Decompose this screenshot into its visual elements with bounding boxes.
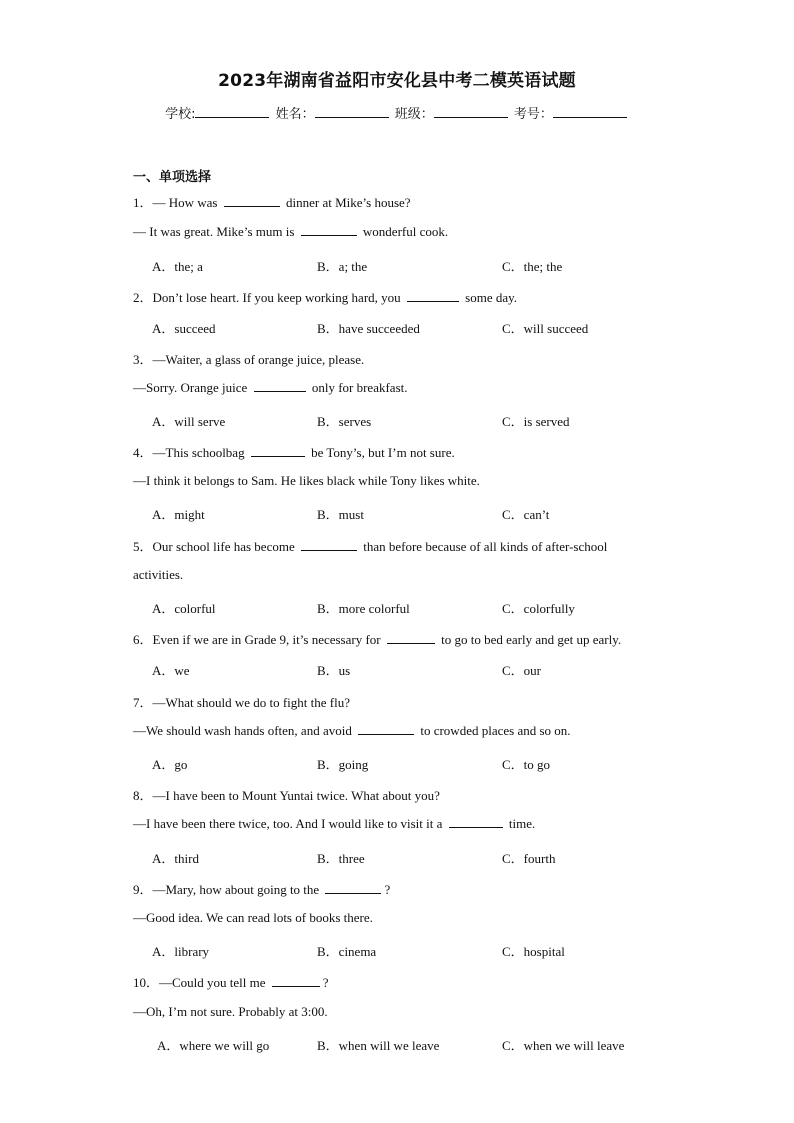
- name-field[interactable]: [276, 103, 391, 122]
- answer-blank[interactable]: [251, 445, 305, 457]
- question-10-line-1: [133, 972, 329, 991]
- question-9-line-1: [133, 879, 390, 898]
- name-label: 姓名：: [275, 107, 315, 122]
- exam-number-label: 考号：: [513, 107, 553, 122]
- question-text: 4．—This schoolbag: [133, 445, 248, 460]
- answer-blank[interactable]: [358, 723, 414, 735]
- question-10-line-2: [133, 1004, 328, 1020]
- question-7-option-b[interactable]: B．going: [317, 757, 369, 772]
- question-8-line-2: [133, 816, 535, 832]
- question-5-line-2: [133, 567, 183, 583]
- question-text: be Tony’s, but I’m not sure.: [307, 445, 455, 460]
- student-info-line: [0, 103, 794, 122]
- question-text: 2．Don’t lose heart. If you keep working hard, you: [133, 290, 404, 305]
- name-blank[interactable]: [315, 105, 389, 118]
- answer-blank[interactable]: [325, 882, 381, 894]
- question-2-option-c[interactable]: C．will succeed: [502, 321, 589, 336]
- school-blank[interactable]: [195, 105, 269, 118]
- question-2-line-1: [133, 287, 517, 306]
- answer-blank[interactable]: [224, 195, 280, 207]
- question-text: —Sorry. Orange juice: [133, 380, 251, 395]
- question-text: wonderful cook.: [359, 224, 449, 239]
- answer-blank[interactable]: [387, 632, 435, 644]
- question-3-option-b[interactable]: B．serves: [317, 414, 372, 429]
- question-text: 1．— How was: [133, 195, 221, 210]
- question-text: 9．—Mary, how about going to the: [133, 882, 323, 897]
- answer-blank[interactable]: [272, 975, 320, 987]
- question-text: —Good idea. We can read lots of books there.: [133, 910, 373, 925]
- class-blank[interactable]: [434, 105, 508, 118]
- question-text: — It was great. Mike’s mum is: [133, 224, 298, 239]
- question-text: to crowded places and so on.: [417, 723, 571, 738]
- question-1-option-a[interactable]: A．the; a: [152, 259, 203, 274]
- question-3-option-c[interactable]: C．is served: [502, 414, 570, 429]
- question-3-option-a[interactable]: A．will serve: [152, 414, 226, 429]
- answer-blank[interactable]: [407, 290, 459, 302]
- question-text: —Oh, I’m not sure. Probably at 3:00.: [133, 1004, 328, 1019]
- question-text: —I have been there twice, too. And I would like to visit it a: [133, 816, 446, 831]
- question-text: —We should wash hands often, and avoid: [133, 723, 356, 738]
- question-10-option-b[interactable]: B．when will we leave: [317, 1038, 440, 1053]
- section-heading: 一、单项选择: [133, 170, 212, 185]
- question-6-option-b[interactable]: B．us: [317, 663, 351, 678]
- class-field[interactable]: [395, 103, 510, 122]
- question-6-option-c[interactable]: C．our: [502, 663, 542, 678]
- question-8-option-a[interactable]: A．third: [152, 851, 199, 866]
- question-10-option-a[interactable]: A．where we will go: [157, 1038, 270, 1053]
- exam-number-field[interactable]: [514, 103, 629, 122]
- question-2-option-a[interactable]: A．succeed: [152, 321, 216, 336]
- question-text: activities.: [133, 567, 184, 582]
- question-text: 8．—I have been to Mount Yuntai twice. What about you?: [133, 788, 440, 803]
- question-text: than before because of all kinds of after-school: [359, 539, 608, 554]
- school-field[interactable]: [165, 103, 271, 122]
- question-4-line-1: [133, 442, 455, 461]
- question-1-option-b[interactable]: B．a; the: [317, 259, 368, 274]
- question-1-option-c[interactable]: C．the; the: [502, 259, 563, 274]
- class-label: 班级：: [394, 107, 434, 122]
- question-text: only for breakfast.: [308, 380, 408, 395]
- answer-blank[interactable]: [301, 539, 357, 551]
- question-text: 7．—What should we do to fight the flu?: [133, 695, 350, 710]
- question-text: 3．—Waiter, a glass of orange juice, please.: [133, 352, 365, 367]
- question-6-option-a[interactable]: A．we: [152, 663, 190, 678]
- school-label: 学校:: [165, 107, 196, 122]
- question-8-option-b[interactable]: B．three: [317, 851, 365, 866]
- question-text: dinner at Mike’s house?: [282, 195, 411, 210]
- question-3-line-2: [133, 380, 408, 396]
- answer-blank[interactable]: [301, 224, 357, 236]
- question-6-line-1: [133, 629, 621, 648]
- answer-blank[interactable]: [254, 380, 306, 392]
- question-7-option-c[interactable]: C．to go: [502, 757, 551, 772]
- question-4-line-2: [133, 473, 480, 489]
- question-5-line-1: [133, 536, 607, 555]
- question-text: ?: [322, 975, 329, 990]
- question-text: ?: [384, 882, 391, 897]
- question-7-option-a[interactable]: A．go: [152, 757, 188, 772]
- question-4-option-a[interactable]: A．might: [152, 507, 205, 522]
- question-7-line-2: [133, 723, 571, 739]
- question-3-line-1: [133, 349, 364, 368]
- question-text: time.: [505, 816, 536, 831]
- question-9-option-b[interactable]: B．cinema: [317, 944, 377, 959]
- question-4-option-c[interactable]: C．can’t: [502, 507, 550, 522]
- question-9-option-c[interactable]: C．hospital: [502, 944, 565, 959]
- question-10-option-c[interactable]: C．when we will leave: [502, 1038, 625, 1053]
- question-text: to go to bed early and get up early.: [437, 632, 622, 647]
- question-7-line-1: [133, 692, 350, 711]
- question-1-line-2: [133, 224, 448, 240]
- question-1-line-1: [133, 192, 411, 211]
- question-9-option-a[interactable]: A．library: [152, 944, 210, 959]
- answer-blank[interactable]: [449, 816, 503, 828]
- question-8-option-c[interactable]: C．fourth: [502, 851, 556, 866]
- question-9-line-2: [133, 910, 373, 926]
- question-text: 10．—Could you tell me: [133, 975, 269, 990]
- question-text: 6．Even if we are in Grade 9, it’s necessary for: [133, 632, 384, 647]
- page-title: 2023年湖南省益阳市安化县中考二模英语试题: [218, 71, 576, 91]
- question-5-option-b[interactable]: B．more colorful: [317, 601, 410, 616]
- question-8-line-1: [133, 785, 440, 804]
- question-5-option-a[interactable]: A．colorful: [152, 601, 216, 616]
- question-4-option-b[interactable]: B．must: [317, 507, 364, 522]
- question-text: —I think it belongs to Sam. He likes black while Tony likes white.: [133, 473, 480, 488]
- question-5-option-c[interactable]: C．colorfully: [502, 601, 575, 616]
- question-text: some day.: [461, 290, 518, 305]
- exam-number-blank[interactable]: [553, 105, 627, 118]
- question-2-option-b[interactable]: B．have succeeded: [317, 321, 420, 336]
- question-text: 5．Our school life has become: [133, 539, 298, 554]
